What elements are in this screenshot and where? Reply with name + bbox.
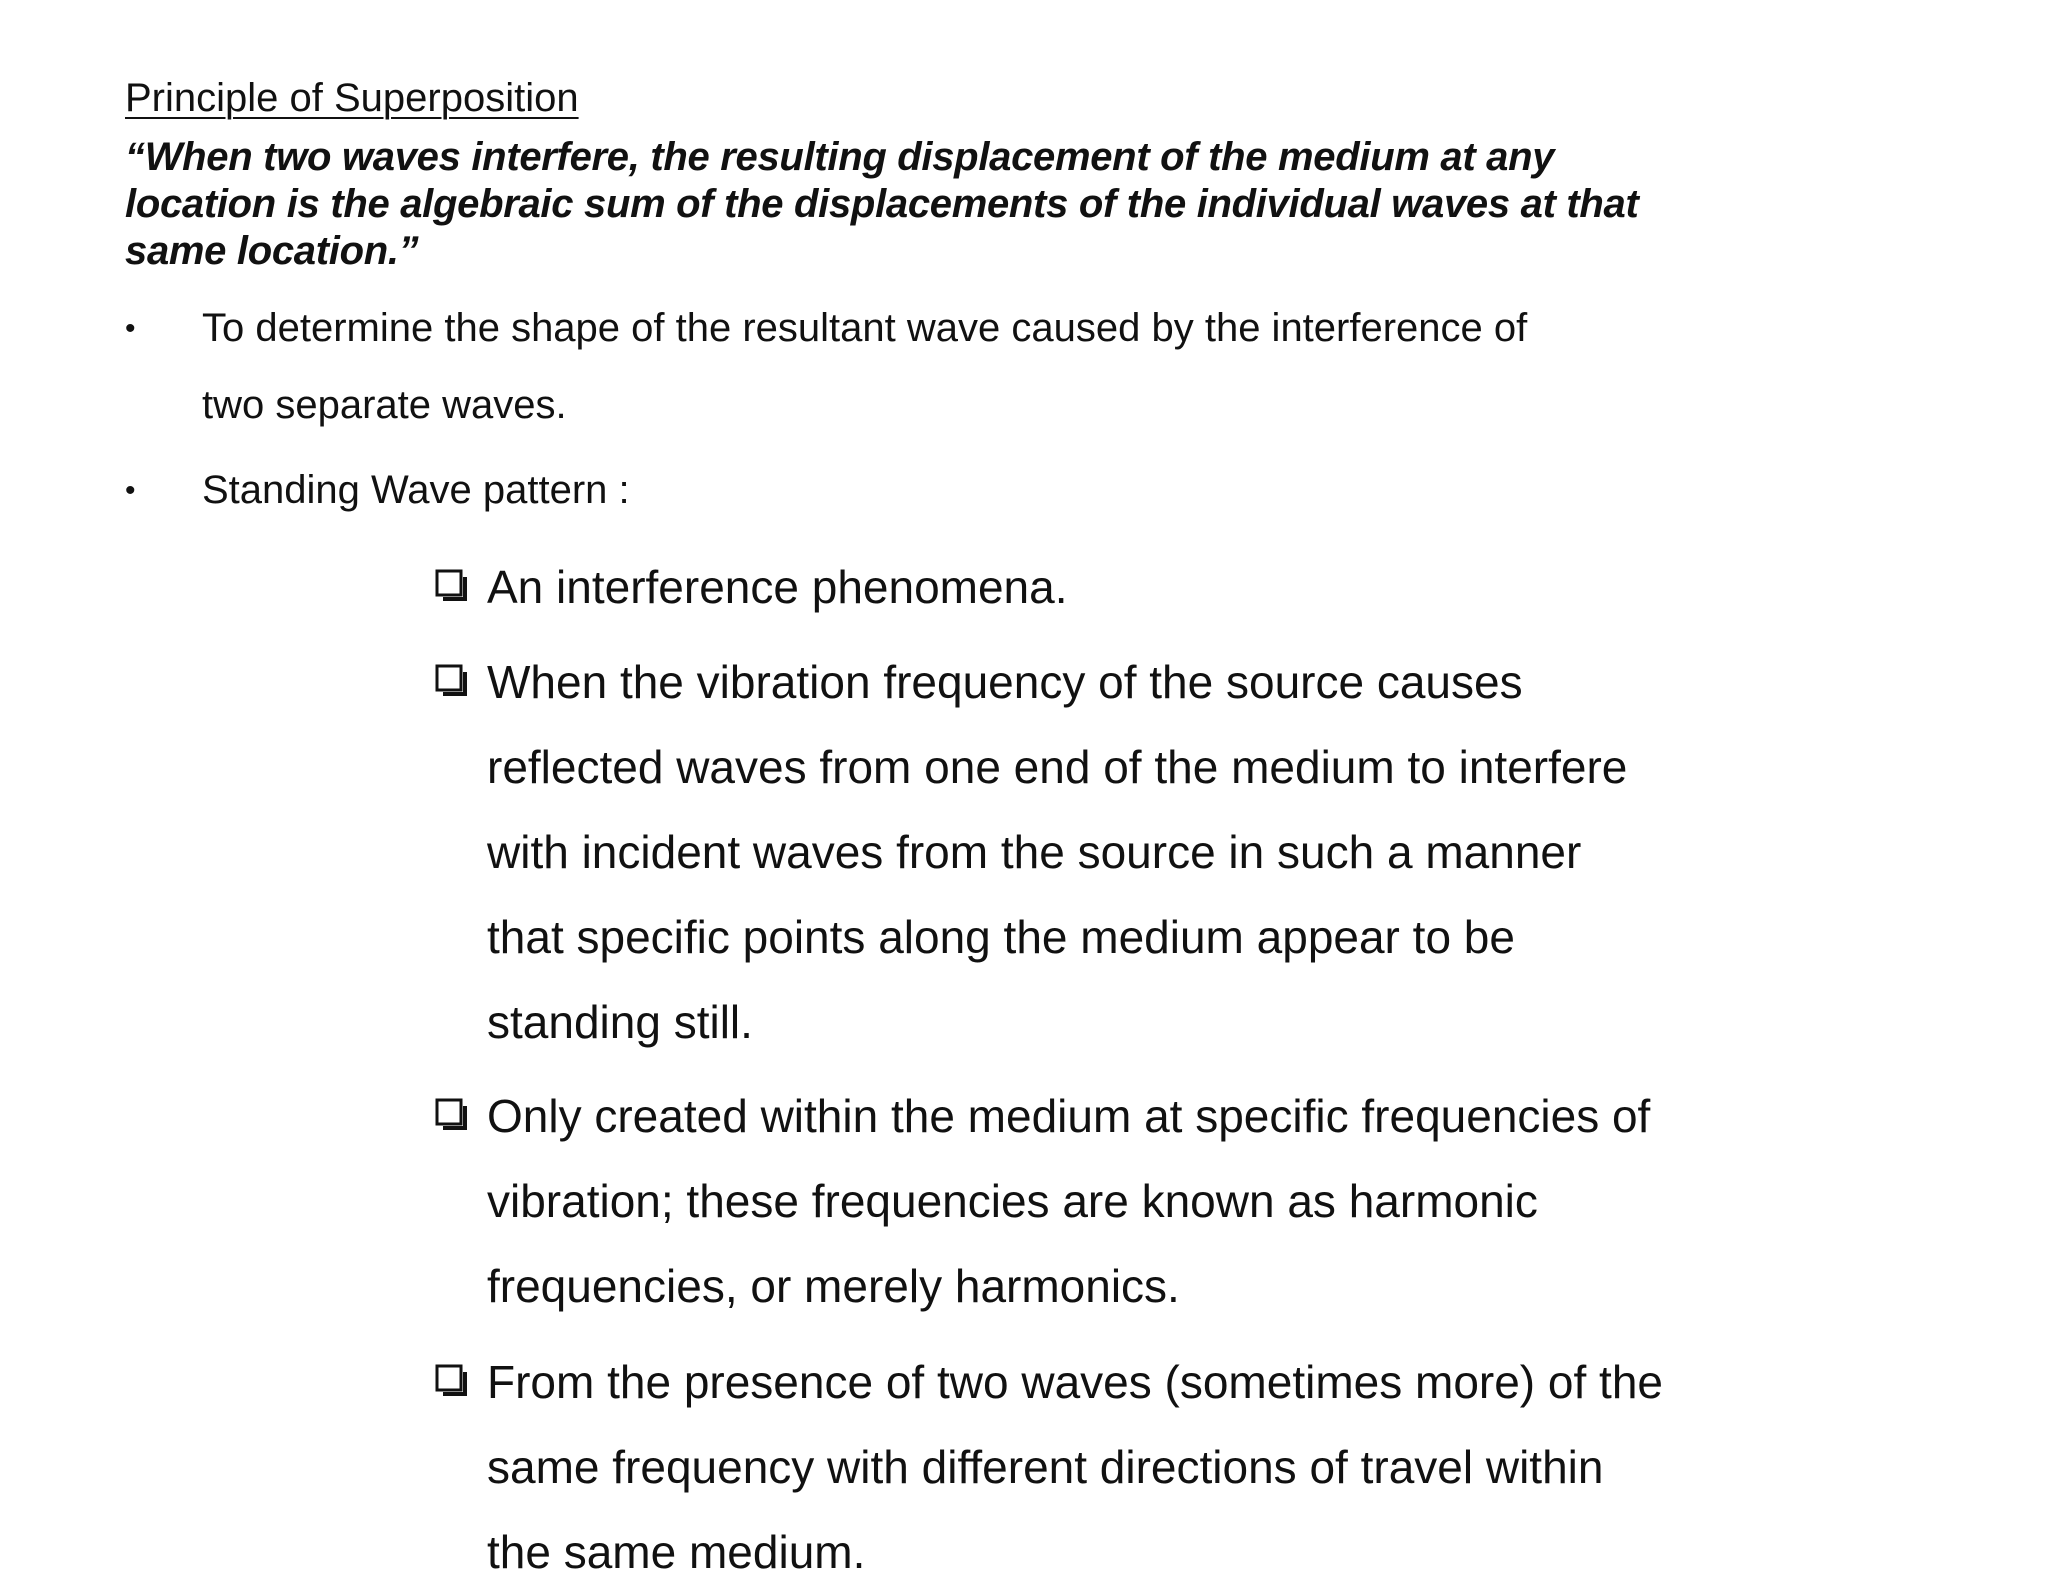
sub-item-text [487, 1340, 1663, 1595]
sub-item-line: the same medium. [487, 1526, 866, 1578]
sub-item-line: vibration; these frequencies are known as harmonic [487, 1175, 1538, 1227]
checkbox-square-icon [435, 664, 467, 696]
sub-item-line: standing still. [487, 996, 753, 1048]
bullet-text [202, 452, 630, 529]
bullet-dot-icon: • [125, 312, 136, 345]
sub-item-line: frequencies, or merely harmonics. [487, 1260, 1180, 1312]
definition-line: “When two waves interfere, the resulting displacement of the medium at any [125, 135, 1555, 179]
sub-item-text [487, 1074, 1650, 1329]
sub-item-text [487, 545, 1068, 630]
bullet-line: two separate waves. [202, 383, 567, 427]
bullet-dot-icon: • [125, 474, 136, 507]
sub-item-line: same frequency with different directions of travel within [487, 1441, 1604, 1493]
checkbox-square-icon [435, 1364, 467, 1396]
checkbox-square-icon [435, 569, 467, 601]
bullet-line: Standing Wave pattern : [202, 468, 630, 512]
sub-item-text [487, 640, 1627, 1065]
sub-item-line: with incident waves from the source in such a manner [487, 826, 1582, 878]
definition-line: location is the algebraic sum of the displacements of the individual waves at that [125, 182, 1639, 226]
slide-heading: Principle of Superposition [125, 76, 579, 120]
definition-line: same location.” [125, 229, 419, 273]
sub-item-line: From the presence of two waves (sometimes more) of the [487, 1356, 1663, 1408]
bullet-text [202, 290, 1527, 444]
definition-quote [125, 134, 1825, 275]
sub-item-line: When the vibration frequency of the source causes [487, 656, 1523, 708]
sub-item-line: An interference phenomena. [487, 561, 1068, 613]
sub-item-line: that specific points along the medium appear to be [487, 911, 1515, 963]
bullet-line: To determine the shape of the resultant wave caused by the interference of [202, 306, 1528, 350]
sub-item-line: Only created within the medium at specific frequencies of [487, 1090, 1651, 1142]
sub-item-line: reflected waves from one end of the medium to interfere [487, 741, 1628, 793]
checkbox-square-icon [435, 1098, 467, 1130]
